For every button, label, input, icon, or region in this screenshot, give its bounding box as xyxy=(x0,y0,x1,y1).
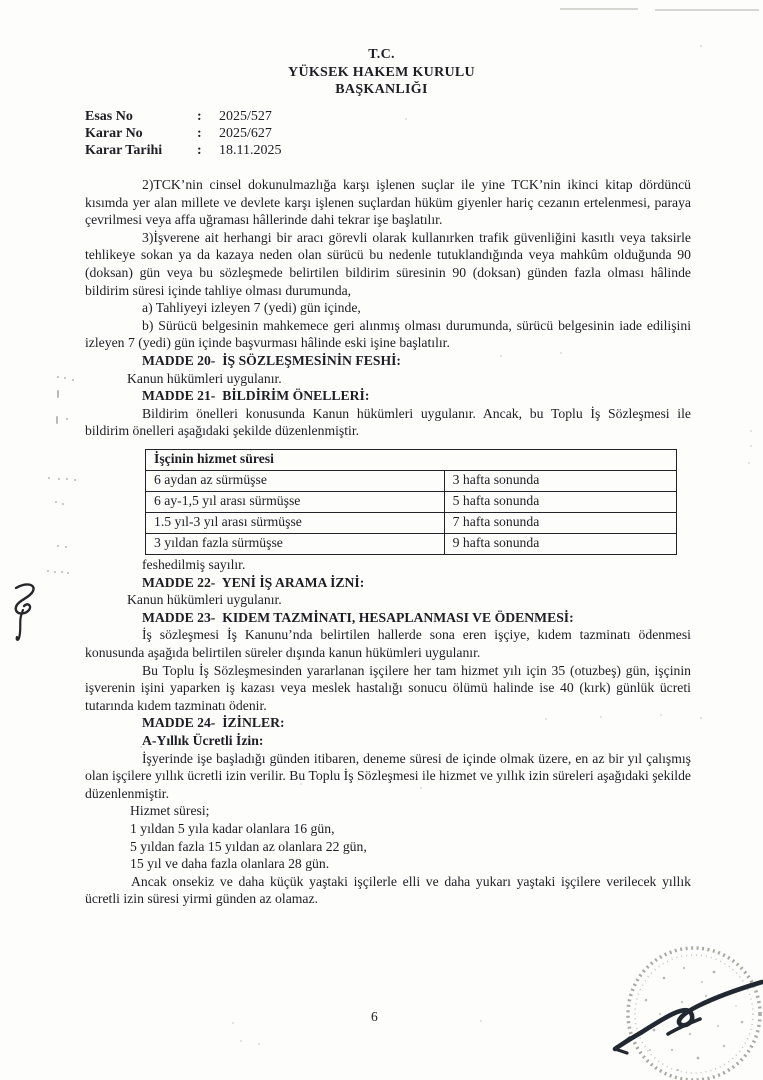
madde-23-paragraph-2: Bu Toplu İş Sözleşmesinden yararlanan işçilere her tam hizmet yılı için 35 (otuzbeş) gün, işçinin işverenin işini yaparken iş kazası veya meslek hastalığı sonucu ölümü halinde ise 40 (kırk) günlük ücreti tutarında kıdem tazminatı ödenir. xyxy=(85,662,691,713)
subitem-a: a) Tahliyeyi izleyen 7 (yedi) gün içinde, xyxy=(142,300,361,316)
stamp-inner-ring xyxy=(635,955,753,1073)
signature-stroke xyxy=(615,982,762,1053)
after-table-fragment: feshedilmiş sayılır. xyxy=(142,557,246,573)
meta-value: 2025/527 xyxy=(219,108,272,124)
meta-colon: : xyxy=(197,108,202,124)
table-header-cell: İşçinin hizmet süresi xyxy=(146,450,677,471)
page-number: 6 xyxy=(371,1009,378,1024)
table-cell-duration: 3 yıldan fazla sürmüşse xyxy=(146,534,445,555)
header-institution: YÜKSEK HAKEM KURULU xyxy=(288,64,475,80)
document-body xyxy=(85,176,691,908)
madde-20-heading: MADDE 20- İŞ SÖZLEŞMESİNİN FESHİ: xyxy=(142,353,401,369)
meta-colon: : xyxy=(197,142,202,158)
madde-22-heading: MADDE 22- YENİ İŞ ARAMA İZNİ: xyxy=(142,574,365,590)
paragraph-2: 2)TCK’nin cinsel dokunulmazlığa karşı işlenen suçlar ile yine TCK’nin ikinci kitap dördüncü kısımda yer alan millete ve devlete karşı işlenen suçlardan hüküm giyenler hariç cezanın ertelenmesi, paraya çevrilmesi veya affa uğraması hâllerinde dahi tekrar işe başlatılır. xyxy=(85,177,691,228)
meta-value: 18.11.2025 xyxy=(219,142,282,158)
header-tc: T.C. xyxy=(368,47,395,62)
meta-label: Karar Tarihi xyxy=(85,142,163,158)
leave-list-item: 15 yıl ve daha fazla olanlara 28 gün. xyxy=(130,856,330,872)
table-cell-duration: 6 aydan az sürmüşse xyxy=(146,471,445,492)
service-duration-intro: Hizmet süresi; xyxy=(130,803,210,819)
notice-period-table xyxy=(145,449,677,555)
table-cell-notice: 7 hafta sonunda xyxy=(444,513,676,534)
document-header xyxy=(0,0,763,99)
madde-23-paragraph-1: İş sözleşmesi İş Kanunu’nda belirtilen hallerde sona eren işçiye, kıdem tazminatı ödenmesi konusunda aşağıda belirtilen süreler dışında kanun hükümleri uygulanır. xyxy=(85,627,691,660)
madde-24-heading: MADDE 24- İZİNLER: xyxy=(142,715,285,731)
leave-list-item: 5 yıldan fazla 15 yıldan az olanlara 22 gün, xyxy=(130,838,367,854)
scan-streak xyxy=(560,8,638,10)
paragraph-3: 3)İşverene ait herhangi bir aracı görevli olarak kullanırken trafik güvenliğini kasıtlı veya taksirle tehlikeye sokan ya da kazaya neden olan sürücü bu nedenle tutuklandığında veya mahkûm olduğunda 90 (doksan) gün veya bu sözleşmede belirtilen bildirim süresinin 90 (doksan) günden fazla olması hâlinde bildirim süresi içinde tahliye olması durumunda, xyxy=(85,229,691,298)
meta-row-esas-no xyxy=(85,108,763,125)
table-row xyxy=(146,471,677,492)
scan-streak xyxy=(655,9,759,11)
madde-24-subheading: A-Yıllık Ücretli İzin: xyxy=(142,732,264,748)
meta-label: Karar No xyxy=(85,125,143,141)
meta-colon: : xyxy=(197,125,202,141)
stamp-outer-ring xyxy=(628,948,760,1080)
madde-21-body: Bildirim önelleri konusunda Kanun hükümleri uygulanır. Ancak, bu Toplu İş Sözleşmesi ile bildirim önelleri aşağıdaki şekilde düzenlenmiştir. xyxy=(85,405,691,439)
table-cell-duration: 1.5 yıl-3 yıl arası sürmüşse xyxy=(146,513,445,534)
subitem-b: b) Sürücü belgesinin mahkemece geri alınmış olması durumunda, sürücü belgesinin iade edilişini izleyen 7 (yedi) gün içinde başvurması hâlinde eski işine başlatılır. xyxy=(85,317,691,351)
table-cell-notice: 9 hafta sonunda xyxy=(444,534,676,555)
table-header-row xyxy=(146,450,677,471)
meta-label: Esas No xyxy=(85,108,133,124)
madde-23-heading: MADDE 23- KIDEM TAZMİNATI, HESAPLANMASI VE ÖDENMESİ: xyxy=(142,609,574,625)
madde-21-heading: MADDE 21- BİLDİRİM ÖNELLERİ: xyxy=(142,388,370,404)
header-unit: BAŞKANLIĞI xyxy=(335,82,428,97)
madde-20-body: Kanun hükümleri uygulanır. xyxy=(127,370,282,386)
table-cell-duration: 6 ay-1,5 yıl arası sürmüşse xyxy=(146,492,445,513)
table-row xyxy=(146,513,677,534)
madde-24-paragraph-1: İşyerinde işe başladığı günden itibaren, deneme süresi de içinde olmak üzere, en az bir yıl çalışmış olan işçilere yıllık ücretli izin verilir. Bu Toplu İş Sözleşmesi ile hizmet ve yıllık izin süreleri aşağıdaki şekilde düzenlenmiştir. xyxy=(85,750,691,801)
meta-row-karar-no xyxy=(85,125,763,142)
table-row xyxy=(146,492,677,513)
table-row xyxy=(146,534,677,555)
meta-value: 2025/627 xyxy=(219,125,272,141)
case-meta xyxy=(85,108,763,160)
table-cell-notice: 5 hafta sonunda xyxy=(444,492,676,513)
madde-24-paragraph-2: Ancak onsekiz ve daha küçük yaştaki işçilerle elli ve daha yukarı yaştaki işçilere verilecek yıllık ücretli izin süresi yirmi günden az olamaz. xyxy=(85,873,691,907)
madde-22-body: Kanun hükümleri uygulanır. xyxy=(127,592,282,608)
official-stamp xyxy=(594,938,763,1080)
leave-list-item: 1 yıldan 5 yıla kadar olanlara 16 gün, xyxy=(130,820,335,836)
meta-row-karar-tarihi xyxy=(85,142,763,159)
handwritten-initial xyxy=(6,580,50,644)
table-cell-notice: 3 hafta sonunda xyxy=(444,471,676,492)
